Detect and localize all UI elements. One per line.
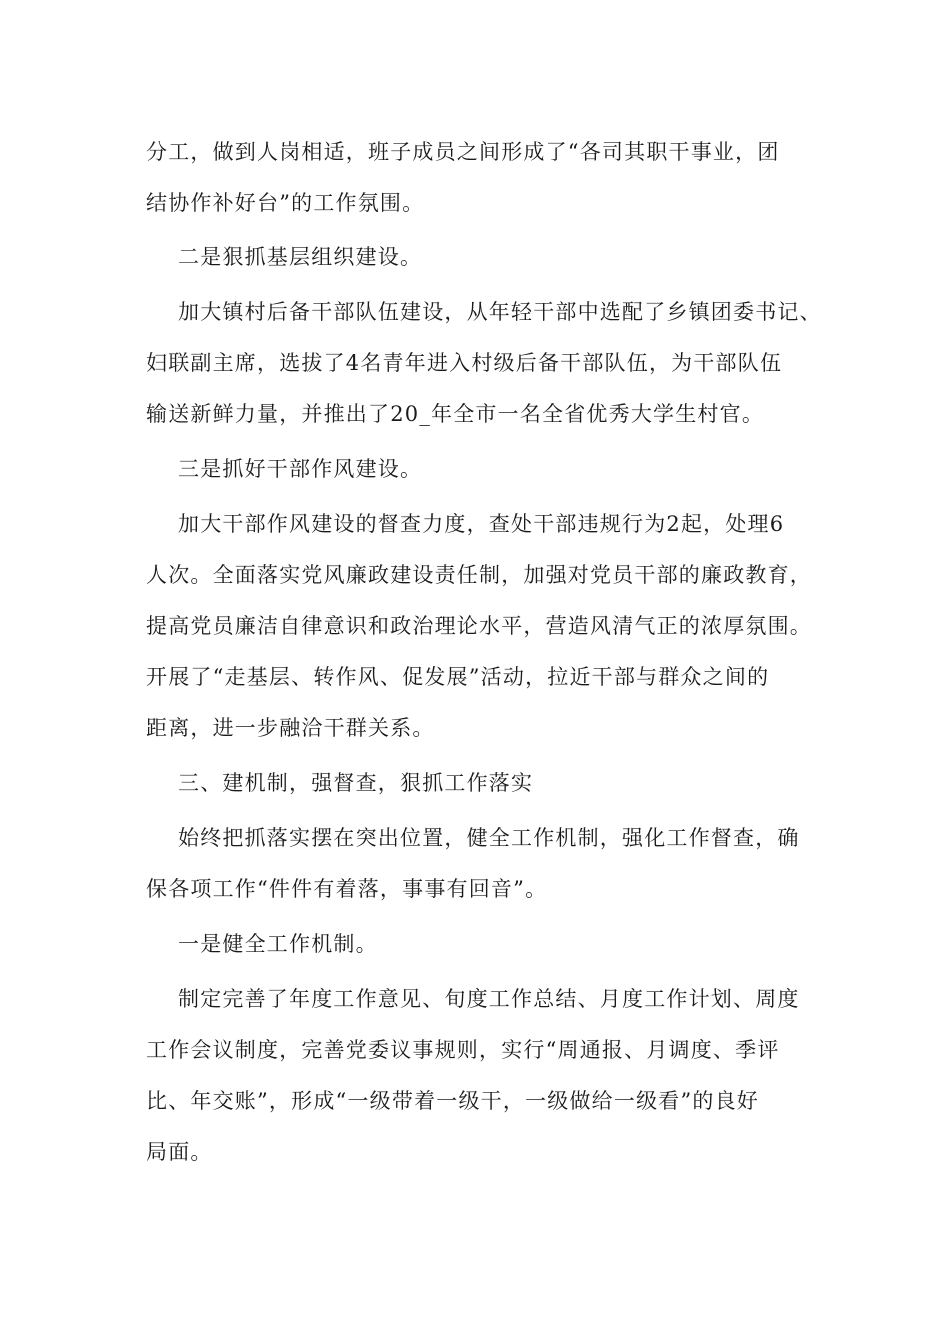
text-line-1: 分工，做到人岗相适，班子成员之间形成了“各司其职干事业，团 (146, 140, 780, 164)
text-line-15: 保各项工作“件件有着落，事事有回音”。 (146, 877, 548, 901)
text-line-5: 妇联副主席，选拔了4名青年进入村级后备干部队伍，为干部队伍 (146, 351, 783, 375)
text-line-4: 加大镇村后备干部队伍建设，从年轻干部中选配了乡镇团委书记、 (178, 300, 822, 324)
text-line-6: 输送新鲜力量，并推出了20_年全市一名全省优秀大学生村官。 (146, 402, 765, 426)
text-line-14: 始终把抓落实摆在突出位置，健全工作机制，强化工作督查，确 (178, 826, 800, 850)
text-line-12: 距离，进一步融洽干群关系。 (146, 716, 435, 740)
text-line-9: 人次。全面落实党风廉政建设责任制，加强对党员干部的廉政教育， (146, 563, 812, 587)
text-line-19: 比、年交账”，形成“一级带着一级干，一级做给一级看”的良好 (146, 1089, 760, 1113)
section-heading-3: 三、建机制，强督查，狠抓工作落实 (178, 771, 534, 795)
section-heading-4: 一是健全工作机制。 (178, 932, 378, 956)
text-line-11: 开展了“走基层、转作风、促发展”活动，拉近干部与群众之间的 (146, 665, 770, 689)
text-line-17: 制定完善了年度工作意见、旬度工作总结、月度工作计划、周度 (178, 987, 800, 1011)
text-line-18: 工作会议制度，完善党委议事规则，实行“周通报、月调度、季评 (146, 1038, 780, 1062)
section-heading-1: 二是狠抓基层组织建设。 (178, 245, 423, 269)
text-line-20: 局面。 (146, 1140, 213, 1164)
text-line-10: 提高党员廉洁自律意识和政治理论水平，营造风清气正的浓厚氛围。 (146, 614, 812, 638)
text-line-2: 结协作补好台”的工作氛围。 (146, 191, 425, 215)
section-heading-2: 三是抓好干部作风建设。 (178, 457, 423, 481)
text-line-8: 加大干部作风建设的督查力度，查处干部违规行为2起，处理6 (178, 512, 785, 536)
